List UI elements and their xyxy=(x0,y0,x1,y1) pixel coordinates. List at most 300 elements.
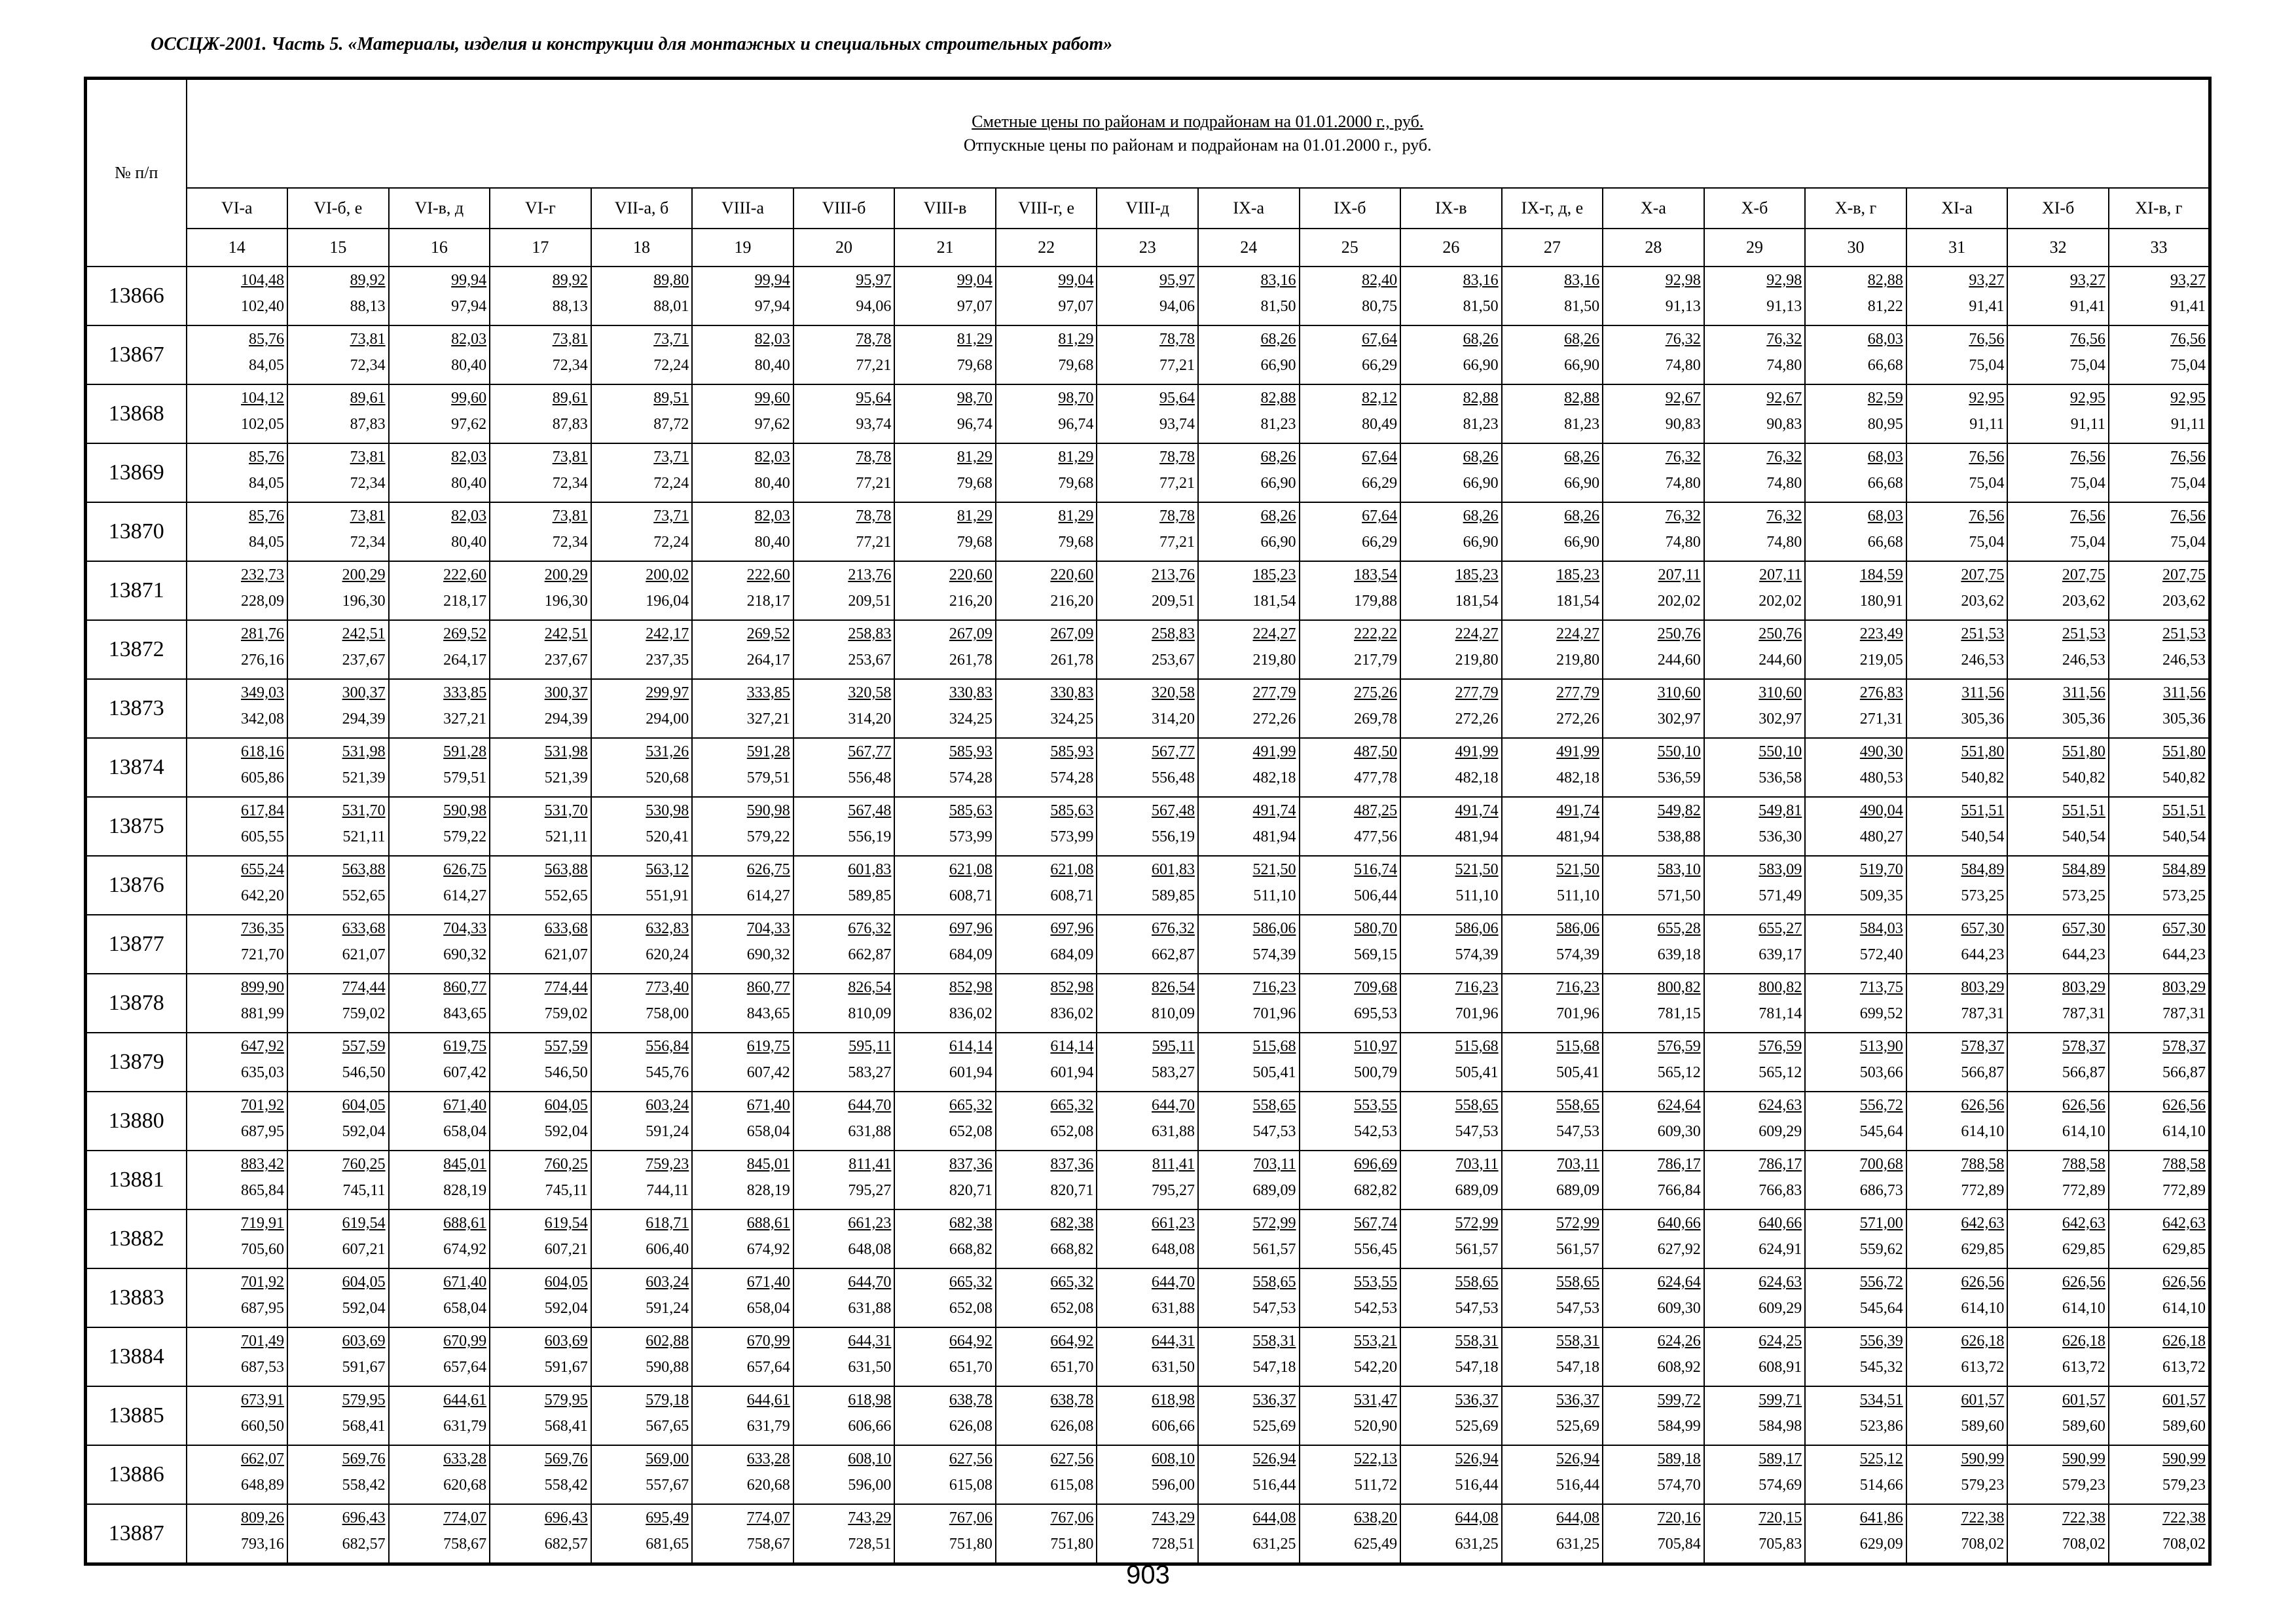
estimate-price: 860,77 xyxy=(746,979,790,996)
release-price: 569,15 xyxy=(1354,946,1398,963)
estimate-price: 759,23 xyxy=(646,1156,689,1173)
release-price: 536,30 xyxy=(1758,828,1802,845)
release-price: 196,04 xyxy=(646,593,689,610)
estimate-price: 232,73 xyxy=(241,566,285,583)
price-cell xyxy=(1704,1504,1806,1564)
release-price: 80,40 xyxy=(451,534,487,551)
release-price: 795,27 xyxy=(1151,1182,1195,1199)
estimate-price: 590,98 xyxy=(443,802,487,819)
release-price: 596,00 xyxy=(848,1477,892,1494)
estimate-price: 536,37 xyxy=(1252,1392,1296,1409)
price-cell xyxy=(1300,1327,1401,1386)
release-price: 631,79 xyxy=(746,1418,790,1435)
price-cell xyxy=(793,325,895,384)
release-price: 66,68 xyxy=(1867,475,1903,492)
release-price: 571,50 xyxy=(1657,887,1701,904)
price-cell xyxy=(1198,738,1300,797)
release-price: 75,04 xyxy=(1969,357,2005,374)
price-cell xyxy=(1400,443,1502,502)
release-price: 542,20 xyxy=(1354,1359,1398,1376)
release-price: 81,23 xyxy=(1260,416,1296,433)
release-price: 626,08 xyxy=(1050,1418,1094,1435)
price-cell xyxy=(1906,1209,2008,1268)
estimate-price: 82,88 xyxy=(1463,390,1499,407)
estimate-price: 320,58 xyxy=(1151,684,1195,701)
price-cell xyxy=(1198,1151,1300,1209)
release-price: 74,80 xyxy=(1766,534,1802,551)
release-price: 181,54 xyxy=(1556,593,1600,610)
price-cell xyxy=(2109,915,2210,974)
estimate-price: 95,64 xyxy=(856,390,892,407)
price-cell xyxy=(2007,915,2109,974)
estimate-price: 78,78 xyxy=(1159,331,1195,348)
estimate-price: 608,10 xyxy=(1151,1450,1195,1467)
price-cell xyxy=(591,443,693,502)
column-number: 22 xyxy=(996,229,1097,267)
price-cell xyxy=(187,915,288,974)
release-price: 540,82 xyxy=(2062,769,2105,786)
release-price: 621,07 xyxy=(342,946,386,963)
estimate-price: 310,60 xyxy=(1657,684,1701,701)
estimate-price: 696,69 xyxy=(1354,1156,1398,1173)
release-price: 203,62 xyxy=(2062,593,2105,610)
price-cell xyxy=(1906,856,2008,915)
estimate-price: 580,70 xyxy=(1354,920,1398,937)
estimate-price: 99,60 xyxy=(451,390,487,407)
estimate-price: 578,37 xyxy=(2162,1038,2206,1055)
price-cell xyxy=(1906,1151,2008,1209)
price-cell xyxy=(1400,1209,1502,1268)
price-cell xyxy=(2109,384,2210,443)
price-cell xyxy=(1704,915,1806,974)
estimate-price: 586,06 xyxy=(1252,920,1296,937)
table-row xyxy=(86,561,2210,620)
price-cell xyxy=(1097,267,1198,325)
release-price: 542,53 xyxy=(1354,1123,1398,1140)
price-cell xyxy=(1400,1386,1502,1445)
price-cell xyxy=(1502,561,1603,620)
price-cell xyxy=(793,1327,895,1386)
estimate-price: 626,56 xyxy=(1961,1274,2005,1291)
release-price: 592,04 xyxy=(342,1300,386,1317)
estimate-price: 852,98 xyxy=(1050,979,1094,996)
price-cell xyxy=(2109,1504,2210,1564)
price-cell xyxy=(692,384,793,443)
price-cell xyxy=(2109,1445,2210,1504)
release-price: 568,41 xyxy=(544,1418,588,1435)
release-price: 605,55 xyxy=(241,828,285,845)
estimate-price: 76,56 xyxy=(1969,449,2005,466)
estimate-price: 224,27 xyxy=(1556,625,1600,642)
release-price: 631,50 xyxy=(848,1359,892,1376)
price-cell xyxy=(1502,502,1603,561)
price-cell xyxy=(793,1504,895,1564)
estimate-price: 76,56 xyxy=(1969,331,2005,348)
price-cell xyxy=(2109,856,2210,915)
release-price: 613,72 xyxy=(2062,1359,2105,1376)
release-price: 102,40 xyxy=(241,298,285,315)
row-number: 13882 xyxy=(86,1209,187,1268)
release-price: 574,28 xyxy=(949,769,993,786)
estimate-price: 487,25 xyxy=(1354,802,1398,819)
price-cell xyxy=(996,1209,1097,1268)
release-price: 79,68 xyxy=(957,357,993,374)
release-price: 644,23 xyxy=(1961,946,2005,963)
estimate-price: 510,97 xyxy=(1354,1038,1398,1055)
price-cell xyxy=(1300,1445,1401,1504)
release-price: 237,35 xyxy=(646,652,689,669)
release-price: 545,64 xyxy=(1859,1123,1903,1140)
release-price: 77,21 xyxy=(856,534,892,551)
release-price: 546,50 xyxy=(342,1064,386,1081)
estimate-price: 78,78 xyxy=(1159,449,1195,466)
estimate-price: 68,26 xyxy=(1564,331,1600,348)
price-cell xyxy=(1906,443,2008,502)
price-cell xyxy=(1400,1092,1502,1151)
release-price: 657,64 xyxy=(746,1359,790,1376)
estimate-price: 515,68 xyxy=(1252,1038,1296,1055)
release-price: 547,53 xyxy=(1556,1300,1600,1317)
estimate-price: 76,32 xyxy=(1665,507,1701,525)
release-price: 521,11 xyxy=(545,828,588,845)
row-number: 13875 xyxy=(86,797,187,856)
release-price: 505,41 xyxy=(1252,1064,1296,1081)
estimate-price: 624,26 xyxy=(1657,1333,1701,1350)
release-price: 668,82 xyxy=(1050,1241,1094,1258)
release-price: 525,69 xyxy=(1556,1418,1600,1435)
release-price: 558,42 xyxy=(544,1477,588,1494)
release-price: 503,66 xyxy=(1859,1064,1903,1081)
price-cell xyxy=(1097,502,1198,561)
estimate-price: 83,16 xyxy=(1564,272,1600,289)
price-cell xyxy=(187,1445,288,1504)
estimate-price: 99,94 xyxy=(754,272,790,289)
estimate-price: 579,95 xyxy=(544,1392,588,1409)
price-cell xyxy=(793,797,895,856)
release-price: 74,80 xyxy=(1766,475,1802,492)
row-number: 13867 xyxy=(86,325,187,384)
estimate-price: 82,03 xyxy=(451,331,487,348)
release-price: 237,67 xyxy=(544,652,588,669)
release-price: 521,39 xyxy=(342,769,386,786)
release-price: 74,80 xyxy=(1766,357,1802,374)
release-price: 787,31 xyxy=(2062,1005,2105,1022)
table-row xyxy=(86,797,2210,856)
price-cell xyxy=(793,1209,895,1268)
caption-estimate-prices: Сметные цены по районам и подрайонам на 01.01.2000 г., руб. xyxy=(972,112,1424,131)
estimate-price: 224,27 xyxy=(1252,625,1296,642)
release-price: 219,80 xyxy=(1455,652,1499,669)
release-price: 662,87 xyxy=(1151,946,1195,963)
estimate-price: 644,31 xyxy=(1151,1333,1195,1350)
release-price: 264,17 xyxy=(443,652,487,669)
release-price: 77,21 xyxy=(1159,475,1195,492)
estimate-price: 213,76 xyxy=(848,566,892,583)
price-cell xyxy=(591,1327,693,1386)
release-price: 614,10 xyxy=(1961,1123,2005,1140)
price-cell xyxy=(996,1151,1097,1209)
estimate-price: 519,70 xyxy=(1859,861,1903,878)
price-cell xyxy=(1300,679,1401,738)
estimate-price: 320,58 xyxy=(848,684,892,701)
release-price: 545,64 xyxy=(1859,1300,1903,1317)
price-cell xyxy=(894,974,996,1033)
estimate-price: 76,32 xyxy=(1766,331,1802,348)
release-price: 592,04 xyxy=(544,1123,588,1140)
table-row xyxy=(86,384,2210,443)
release-price: 179,88 xyxy=(1354,593,1398,610)
price-cell xyxy=(187,620,288,679)
price-cell xyxy=(1906,561,2008,620)
price-cell xyxy=(1805,1151,1906,1209)
price-cell xyxy=(490,1033,591,1092)
zone-header: VIII-б xyxy=(793,188,895,229)
price-cell xyxy=(2109,1151,2210,1209)
release-price: 87,83 xyxy=(350,416,386,433)
release-price: 657,64 xyxy=(443,1359,487,1376)
estimate-price: 68,26 xyxy=(1260,507,1296,525)
release-price: 547,18 xyxy=(1455,1359,1499,1376)
estimate-price: 89,51 xyxy=(653,390,689,407)
release-price: 687,95 xyxy=(241,1300,285,1317)
estimate-price: 93,27 xyxy=(2069,272,2105,289)
estimate-price: 223,49 xyxy=(1859,625,1903,642)
estimate-price: 644,70 xyxy=(848,1274,892,1291)
price-cell xyxy=(894,1033,996,1092)
price-cell xyxy=(1300,620,1401,679)
price-cell xyxy=(389,856,490,915)
price-cell xyxy=(389,1151,490,1209)
release-price: 606,66 xyxy=(1151,1418,1195,1435)
estimate-price: 81,29 xyxy=(957,449,993,466)
price-cell xyxy=(1704,1151,1806,1209)
estimate-price: 525,12 xyxy=(1859,1450,1903,1467)
release-price: 565,12 xyxy=(1657,1064,1701,1081)
estimate-price: 676,32 xyxy=(1151,920,1195,937)
price-cell xyxy=(1502,1327,1603,1386)
release-price: 547,53 xyxy=(1252,1300,1296,1317)
release-price: 547,18 xyxy=(1252,1359,1296,1376)
price-cell xyxy=(1198,443,1300,502)
estimate-price: 671,40 xyxy=(443,1097,487,1114)
estimate-price: 93,27 xyxy=(2170,272,2206,289)
price-cell xyxy=(389,738,490,797)
price-cell xyxy=(1603,1268,1704,1327)
estimate-price: 701,92 xyxy=(241,1097,285,1114)
price-cell xyxy=(793,1445,895,1504)
estimate-price: 251,53 xyxy=(1961,625,2005,642)
release-price: 547,53 xyxy=(1556,1123,1600,1140)
price-cell xyxy=(591,738,693,797)
estimate-price: 585,63 xyxy=(1050,802,1094,819)
estimate-price: 665,32 xyxy=(1050,1097,1094,1114)
estimate-price: 281,76 xyxy=(241,625,285,642)
price-cell xyxy=(1300,797,1401,856)
price-cell xyxy=(1300,502,1401,561)
estimate-price: 76,56 xyxy=(2170,449,2206,466)
estimate-price: 85,76 xyxy=(249,449,285,466)
release-price: 79,68 xyxy=(957,475,993,492)
price-cell xyxy=(490,974,591,1033)
release-price: 546,50 xyxy=(544,1064,588,1081)
release-price: 744,11 xyxy=(646,1182,689,1199)
price-cell xyxy=(389,1092,490,1151)
estimate-price: 299,97 xyxy=(646,684,689,701)
release-price: 781,14 xyxy=(1758,1005,1802,1022)
price-cell xyxy=(1704,1209,1806,1268)
price-cell xyxy=(1603,1327,1704,1386)
estimate-price: 220,60 xyxy=(1050,566,1094,583)
estimate-price: 624,25 xyxy=(1758,1333,1802,1350)
price-cell xyxy=(1300,1209,1401,1268)
price-cell xyxy=(1603,325,1704,384)
estimate-price: 644,70 xyxy=(1151,1097,1195,1114)
release-price: 84,05 xyxy=(249,534,285,551)
release-price: 66,90 xyxy=(1564,357,1600,374)
estimate-price: 250,76 xyxy=(1657,625,1701,642)
estimate-price: 76,32 xyxy=(1665,331,1701,348)
estimate-price: 277,79 xyxy=(1556,684,1600,701)
price-cell xyxy=(2007,1327,2109,1386)
price-cell xyxy=(591,561,693,620)
release-price: 674,92 xyxy=(746,1241,790,1258)
estimate-price: 76,32 xyxy=(1766,507,1802,525)
price-cell xyxy=(1400,267,1502,325)
column-number-row xyxy=(86,229,2210,267)
estimate-price: 82,88 xyxy=(1867,272,1903,289)
price-cell xyxy=(2109,561,2210,620)
price-cell xyxy=(187,1209,288,1268)
estimate-price: 614,14 xyxy=(949,1038,993,1055)
price-cell xyxy=(996,1033,1097,1092)
release-price: 658,04 xyxy=(443,1300,487,1317)
estimate-price: 589,18 xyxy=(1657,1450,1701,1467)
release-price: 584,98 xyxy=(1758,1418,1802,1435)
price-cell xyxy=(793,856,895,915)
price-cell xyxy=(490,679,591,738)
release-price: 629,85 xyxy=(1961,1241,2005,1258)
estimate-price: 516,74 xyxy=(1354,861,1398,878)
estimate-price: 68,26 xyxy=(1463,507,1499,525)
price-cell xyxy=(1704,1092,1806,1151)
release-price: 77,21 xyxy=(856,357,892,374)
price-cell xyxy=(490,1151,591,1209)
zone-header: XI-б xyxy=(2007,188,2109,229)
price-cell xyxy=(692,267,793,325)
zone-header: VI-б, е xyxy=(287,188,389,229)
estimate-price: 81,29 xyxy=(957,331,993,348)
price-cell xyxy=(1097,1209,1198,1268)
release-price: 516,44 xyxy=(1556,1477,1600,1494)
release-price: 766,84 xyxy=(1657,1182,1701,1199)
release-price: 77,21 xyxy=(1159,357,1195,374)
price-cell xyxy=(591,1504,693,1564)
price-cell xyxy=(591,267,693,325)
estimate-price: 621,08 xyxy=(1050,861,1094,878)
price-cell xyxy=(793,502,895,561)
release-price: 80,75 xyxy=(1362,298,1398,315)
estimate-price: 657,30 xyxy=(2062,920,2105,937)
price-cell xyxy=(187,1386,288,1445)
price-cell xyxy=(591,502,693,561)
estimate-price: 803,29 xyxy=(1961,979,2005,996)
release-price: 787,31 xyxy=(2162,1005,2206,1022)
price-cell xyxy=(389,443,490,502)
release-price: 276,16 xyxy=(241,652,285,669)
release-price: 91,11 xyxy=(2170,416,2206,433)
zone-header: VIII-в xyxy=(894,188,996,229)
estimate-price: 98,70 xyxy=(957,390,993,407)
estimate-price: 68,03 xyxy=(1867,507,1903,525)
price-cell xyxy=(793,443,895,502)
price-cell xyxy=(287,384,389,443)
release-price: 820,71 xyxy=(949,1182,993,1199)
price-cell xyxy=(287,267,389,325)
release-price: 608,71 xyxy=(949,887,993,904)
release-price: 481,94 xyxy=(1556,828,1600,845)
price-cell xyxy=(2007,1504,2109,1564)
estimate-price: 619,75 xyxy=(746,1038,790,1055)
price-cell xyxy=(2007,620,2109,679)
price-cell xyxy=(2007,1386,2109,1445)
price-cell xyxy=(2109,797,2210,856)
price-cell xyxy=(692,797,793,856)
price-cell xyxy=(1906,384,2008,443)
price-cell xyxy=(1906,325,2008,384)
estimate-price: 642,63 xyxy=(2162,1215,2206,1232)
price-cell xyxy=(1097,1445,1198,1504)
release-price: 810,09 xyxy=(848,1005,892,1022)
price-cell xyxy=(1603,1151,1704,1209)
release-price: 609,29 xyxy=(1758,1300,1802,1317)
release-price: 246,53 xyxy=(2162,652,2206,669)
estimate-price: 624,64 xyxy=(1657,1274,1701,1291)
price-cell xyxy=(1400,856,1502,915)
estimate-price: 860,77 xyxy=(443,979,487,996)
row-number: 13879 xyxy=(86,1033,187,1092)
price-cell xyxy=(1300,1504,1401,1564)
price-cell xyxy=(793,620,895,679)
release-price: 327,21 xyxy=(746,710,790,728)
price-cell xyxy=(692,1033,793,1092)
estimate-price: 567,48 xyxy=(1151,802,1195,819)
price-cell xyxy=(1097,1504,1198,1564)
estimate-price: 81,29 xyxy=(1058,507,1094,525)
estimate-price: 567,77 xyxy=(848,743,892,760)
price-cell xyxy=(490,856,591,915)
release-price: 538,88 xyxy=(1657,828,1701,845)
estimate-price: 207,11 xyxy=(1658,566,1701,583)
price-cell xyxy=(1603,1033,1704,1092)
column-number: 15 xyxy=(287,229,389,267)
estimate-price: 633,68 xyxy=(342,920,386,937)
estimate-price: 556,39 xyxy=(1859,1333,1903,1350)
price-cell xyxy=(1603,679,1704,738)
zone-header: VI-в, д xyxy=(389,188,490,229)
release-price: 614,27 xyxy=(746,887,790,904)
release-price: 75,04 xyxy=(2069,475,2105,492)
price-cell xyxy=(894,1327,996,1386)
release-price: 572,40 xyxy=(1859,946,1903,963)
release-price: 88,01 xyxy=(653,298,689,315)
release-price: 314,20 xyxy=(1151,710,1195,728)
price-cell xyxy=(1906,502,2008,561)
estimate-price: 531,47 xyxy=(1354,1392,1398,1409)
estimate-price: 703,11 xyxy=(1557,1156,1600,1173)
price-cell xyxy=(894,1386,996,1445)
estimate-price: 82,40 xyxy=(1362,272,1398,289)
price-cell xyxy=(1805,738,1906,797)
